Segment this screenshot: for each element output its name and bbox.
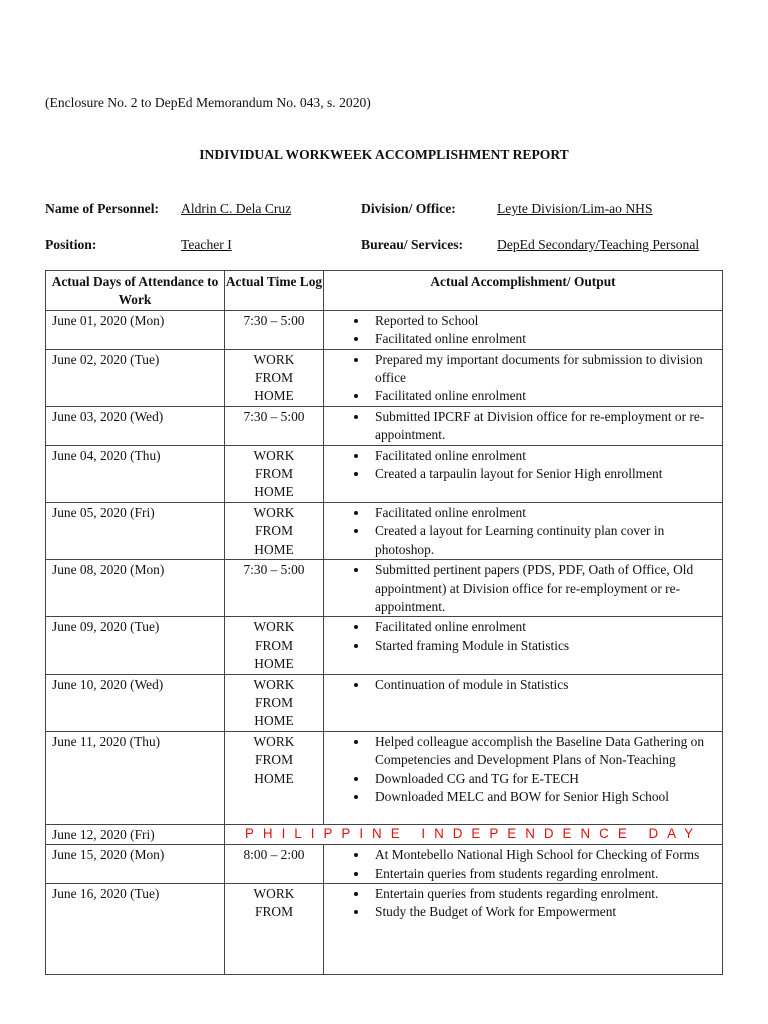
time-log-text: WORK FROM HOME [253,619,295,672]
accomplishment-list [324,618,716,655]
accomplishment-list [324,504,716,559]
division-value: Leyte Division/Lim-ao NHS [497,201,653,216]
table-header-row [46,271,723,311]
accomplishment-list [324,447,716,484]
list-item: Submitted IPCRF at Division office for re-employment or re-appointment. [324,408,716,445]
accomplishment-list [324,846,716,883]
row-time-log [225,406,324,445]
list-item: Entertain queries from students regarding enrolment. [324,885,716,903]
row-time-log [225,617,324,674]
list-item: Reported to School [324,312,716,330]
list-item: Started framing Module in Statistics [324,637,716,655]
row-time-log [225,560,324,617]
table-row [46,502,723,559]
report-title: INDIVIDUAL WORKWEEK ACCOMPLISHMENT REPORT [199,147,569,162]
table-row [46,310,723,349]
table-row [46,349,723,406]
bureau-label: Bureau/ Services: [361,237,464,252]
list-item: Prepared my important documents for submission to division office [324,351,716,388]
row-date: June 03, 2020 (Wed) [46,406,225,445]
table-row [46,406,723,445]
header-time-log: Actual Time Log [225,271,324,311]
accomplishment-list [324,676,716,694]
time-log-text: WORK FROM HOME [253,733,295,786]
list-item: Created a layout for Learning continuity plan cover in photoshop. [324,522,716,559]
time-log-text: 8:00 – 2:00 [243,847,305,863]
table-row [46,560,723,617]
accomplishment-list [324,561,716,616]
row-accomplishments [324,349,723,406]
list-item: Facilitated online enrolment [324,504,716,522]
enclosure-note: (Enclosure No. 2 to DepEd Memorandum No. 043, s. 2020) [45,95,371,110]
time-log-text: 7:30 – 5:00 [243,312,305,328]
time-log-text: WORK FROM HOME [253,447,295,500]
division-label: Division/ Office: [361,201,456,216]
time-log-text: 7:30 – 5:00 [243,408,305,424]
row-accomplishments [324,560,723,617]
time-log-text: WORK FROM HOME [253,676,295,729]
table-row [46,617,723,674]
row-time-log [225,502,324,559]
row-accomplishments [324,310,723,349]
list-item: Helped colleague accomplish the Baseline Data Gathering on Competencies and Development Plans of Non-Teaching [324,733,716,770]
row-time-log [225,349,324,406]
row-date: June 02, 2020 (Tue) [46,349,225,406]
name-value: Aldrin C. Dela Cruz [181,201,292,216]
row-time-log [225,445,324,502]
row-date: June 12, 2020 (Fri) [46,824,225,844]
table-row [46,731,723,824]
name-label: Name of Personnel: [45,201,160,216]
row-accomplishments [324,445,723,502]
header-accomplishment: Actual Accomplishment/ Output [324,271,723,311]
list-item: Downloaded CG and TG for E-TECH [324,770,716,788]
row-time-log [225,310,324,349]
table-row [46,824,723,844]
accomplishment-list [324,885,716,922]
time-log-text: WORK FROM [253,885,295,920]
list-item: Facilitated online enrolment [324,447,716,465]
list-item: At Montebello National High School for Checking of Forms [324,846,716,864]
position-label: Position: [45,237,97,252]
row-time-log [225,674,324,731]
row-date: June 10, 2020 (Wed) [46,674,225,731]
table-row [46,845,723,884]
list-item: Facilitated online enrolment [324,618,716,636]
accomplishment-list [324,351,716,406]
row-accomplishments [324,406,723,445]
list-item: Downloaded MELC and BOW for Senior High School [324,788,716,806]
row-date: June 16, 2020 (Tue) [46,883,225,974]
row-date: June 11, 2020 (Thu) [46,731,225,824]
accomplishment-table [45,270,723,975]
table-row [46,883,723,974]
row-date: June 09, 2020 (Tue) [46,617,225,674]
bureau-value: DepEd Secondary/Teaching Personal [497,237,700,252]
header-days: Actual Days of Attendance to Work [46,271,225,311]
position-value: Teacher I [181,237,232,252]
list-item: Continuation of module in Statistics [324,676,716,694]
list-item: Entertain queries from students regarding enrolment. [324,865,716,883]
row-time-log [225,731,324,824]
list-item: Submitted pertinent papers (PDS, PDF, Oath of Office, Old appointment) at Division office for re-employment or re-appointment. [324,561,716,616]
row-accomplishments [324,883,723,974]
row-date: June 01, 2020 (Mon) [46,310,225,349]
list-item: Facilitated online enrolment [324,387,716,405]
row-date: June 15, 2020 (Mon) [46,845,225,884]
row-time-log [225,883,324,974]
list-item: Created a tarpaulin layout for Senior High enrollment [324,465,716,483]
row-accomplishments [324,674,723,731]
row-accomplishments [324,617,723,674]
list-item: Study the Budget of Work for Empowerment [324,903,716,921]
table-row [46,445,723,502]
list-item: Facilitated online enrolment [324,330,716,348]
time-log-text: 7:30 – 5:00 [243,562,305,578]
accomplishment-list [324,408,716,445]
row-date: June 08, 2020 (Mon) [46,560,225,617]
holiday-label: PHILIPPINE INDEPENDENCE DAY [225,824,723,844]
time-log-text: WORK FROM HOME [253,504,295,557]
row-accomplishments [324,845,723,884]
row-date: June 04, 2020 (Thu) [46,445,225,502]
accomplishment-list [324,312,716,349]
accomplishment-list [324,733,716,807]
row-accomplishments [324,502,723,559]
time-log-text: WORK FROM HOME [253,351,295,404]
row-date: June 05, 2020 (Fri) [46,502,225,559]
row-time-log [225,845,324,884]
row-accomplishments [324,731,723,824]
table-row [46,674,723,731]
